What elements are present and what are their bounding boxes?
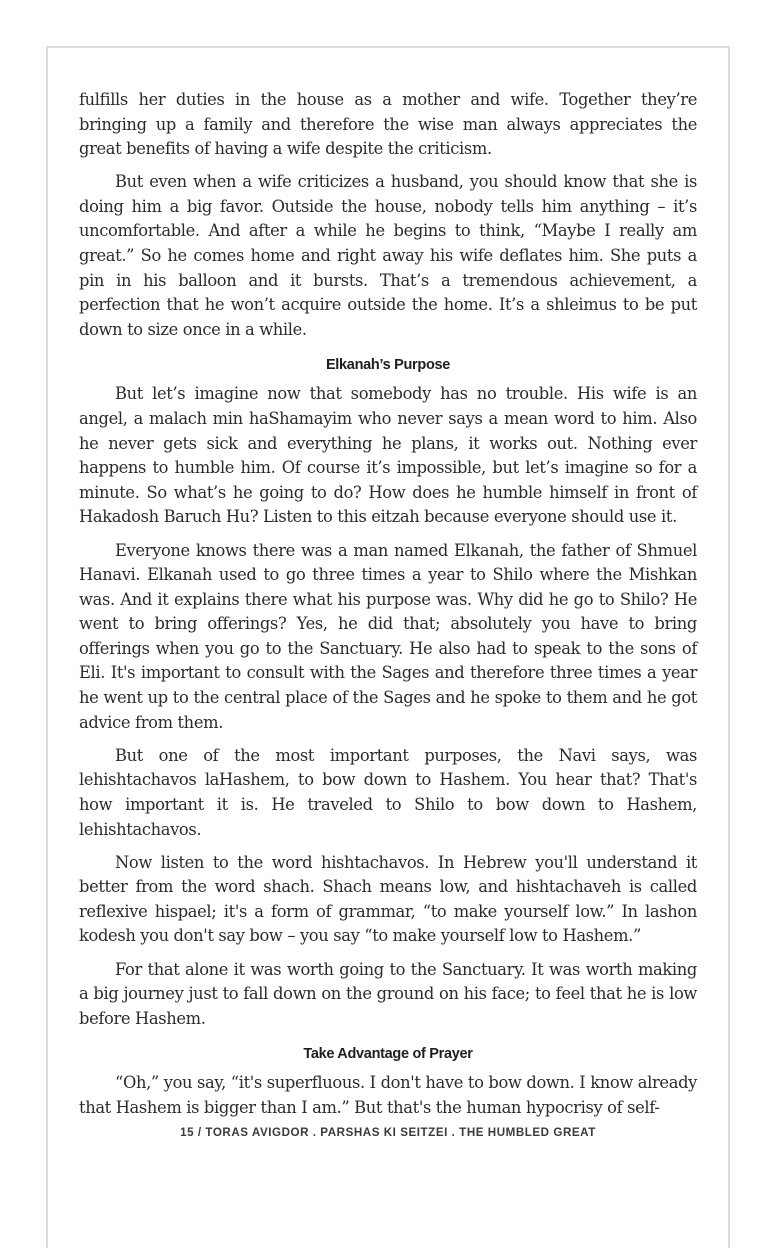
- paragraph: Everyone knows there was a man named Elkanah, the father of Shmuel Hanavi. Elkanah used to go three times a year to Shilo where the Mishkan was. And it explains there what his purpose was. Why did he go to Shilo? He went to bring offerings? Yes, he did that; absolutely you have to bring offerings when you go to the Sanctuary. He also had to speak to the sons of Eli. It's important to consult with the Sages and therefore three times a year he went up to the central place of the Sages and he spoke to them and he got advice from them.: [79, 540, 697, 732]
- paragraph: Now listen to the word hishtachavos. In Hebrew you'll understand it better from the word shach. Shach means low, and hishtachaveh is called reflexive hispael; it's a form of grammar, “to make yourself low.” In lashon kodesh you don't say bow – you say “to make yourself low to Hashem.”: [79, 852, 697, 946]
- paragraph: But even when a wife criticizes a husband, you should know that she is doing him a big favor. Outside the house, nobody tells him anything – it’s uncomfortable. And after a while he begins to think, “Maybe I really am great.” So he comes home and right away his wife deflates him. She puts a pin in his balloon and it bursts. That’s a tremendous achievement, a perfection that he won’t acquire outside the home. It’s a shleimus to be put down to size once in a while.: [79, 172, 697, 339]
- paragraph: But one of the most important purposes, the Navi says, was lehishtachavos laHashem, to bow down to Hashem. You hear that? That's how important it is. He traveled to Shilo to bow down to Hashem, lehishtachavos.: [79, 745, 697, 839]
- paragraph: For that alone it was worth going to the Sanctuary. It was worth making a big journey just to fall down on the ground on his face; to feel that he is low before Hashem.: [79, 959, 697, 1028]
- paragraph: But let’s imagine now that somebody has no trouble. His wife is an angel, a malach min haShamayim who never says a mean word to him. Also he never gets sick and everything he plans, it works out. Nothing ever happens to humble him. Of course it’s impossible, but let’s imagine so for a minute. So what’s he going to do? How does he humble himself in front of Hakadosh Baruch Hu? Listen to this eitzah because everyone should use it.: [79, 384, 697, 527]
- page-footer: 15 / TORAS AVIGDOR . PARSHAS KI SEITZEI . THE HUMBLED GREAT: [180, 1126, 596, 1139]
- paragraph: fulfills her duties in the house as a mother and wife. Together they’re bringing up a family and therefore the wise man always appreciates the great benefits of having a wife despite the criticism.: [79, 90, 697, 159]
- paragraph: “Oh,” you say, “it's superfluous. I don't have to bow down. I know already that Hashem is bigger than I am.” But that's the human hypocrisy of self-: [79, 1073, 697, 1117]
- section-heading-elkanahs-purpose: Elkanah’s Purpose: [325, 357, 451, 374]
- page-body: [79, 88, 697, 1129]
- section-heading-take-advantage-of-prayer: Take Advantage of Prayer: [303, 1046, 473, 1063]
